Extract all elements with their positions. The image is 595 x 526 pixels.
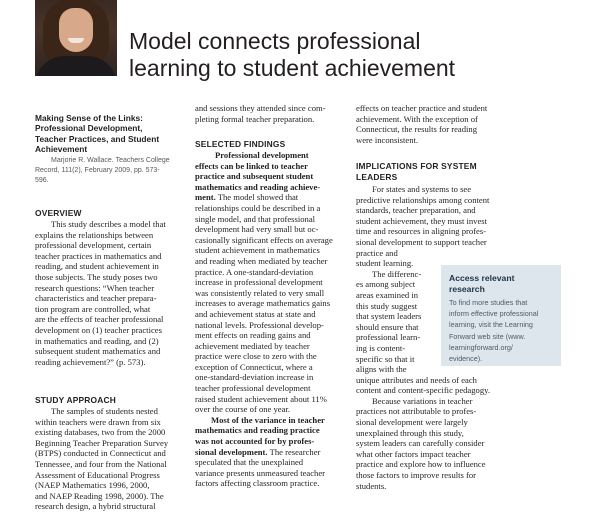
overview-paragraph: This study describes a model that explains the relationships between professional development, certain teacher practices in mathematics and reading, and student achievement in those subjects. The study poses two research questions: “When teacher characteristics and teacher prepara- tion program are controlled, what are the effects of teacher professional development on (1) teacher practices in mathematics and reading, and (2) subsequent student mathematics and reading achievement?” (p. 573).	[35, 219, 166, 367]
author-photo	[35, 0, 117, 76]
selected-findings-heading: SELECTED FINDINGS	[195, 139, 286, 149]
findings-paragraph: Professional development effects can be linked to teacher practice and subsequent student mathematics and reading achieve- ment. The model showed that relationships could be described in a single model, and that professional development had very small but oc- casionally significant effects on average student achievement in mathematics and reading when mediated by teacher practice. A one-standard-deviation increase in professional development was consistently related to very small increases to average mathematics gains and achievement status at state and national levels. Professional develop- ment effects on reading gains and achievement mediated by teacher practice were close to zero with the exception of Connecticut, where a one-standard-deviation increase in teacher professional development raised student achievement about 11% over the course of one year. Most of the variance in teacher mathematics and reading practice was not accounted for by profes- sional development. The researcher speculated that the unexplained variance presents unmeasured teacher factors affecting classroom practice.	[195, 150, 333, 489]
study-approach-paragraph: The samples of students nested within teachers were drawn from six existing databases, two from the 2000 Beginning Teacher Preparation Survey (BTPS) conducted in Connecticut and Tennessee, and four from the National Assessment of Educational Progress (NAEP Mathematics 1996, 2000, and NAEP Reading 1998, 2000). The research design, a hybrid structural	[35, 406, 169, 512]
callout-title: research	[449, 284, 485, 294]
citation: Marjorie R. Wallace. Teachers College Record, 111(2), February 2009, pp. 573- 596.	[35, 157, 170, 184]
study-approach-heading: STUDY APPROACH	[35, 395, 116, 405]
implications-heading: IMPLICATIONS FOR SYSTEM LEADERS	[356, 161, 477, 182]
callout-title: Access relevant	[449, 273, 515, 283]
overview-heading: OVERVIEW	[35, 208, 82, 218]
access-research-callout	[441, 265, 561, 366]
column-3-intro: effects on teacher practice and student achievement. With the exception of Connecticut, the results for reading were inconsistent.	[356, 103, 488, 145]
implications-paragraph: For states and systems to see predictive relationships among content standards, teacher preparation, and student achievement, they must invest time and resources in aligning profes- sional development to support teacher practice and student learning. The differenc- es among subject areas examined in this study suggest that system leaders should ensure that professional learn- ing is content- specific so that it aligns with the unique attributes and needs of each content and content-specific pedagogy. Because variations in teacher practices not attributable to profes- sional development were largely unexplained through this study, system leaders can carefully consider what other factors impact teacher practice and explore how to influence those factors to improve results for students.	[356, 184, 491, 491]
callout-text: To find more studies that inform effective professional learning, visit the Learning Forward web site (www. learningforward.org/ evidence).	[449, 298, 539, 364]
headline-line: Model connects professional	[129, 28, 421, 54]
page-title	[129, 28, 589, 82]
headline-line: learning to student achievement	[129, 55, 456, 81]
column-2-intro: and sessions they attended since com- pleting formal teacher preparation.	[195, 103, 326, 124]
article-title: Making Sense of the Links: Professional Development, Teacher Practices, and Student Achievement	[35, 113, 160, 155]
